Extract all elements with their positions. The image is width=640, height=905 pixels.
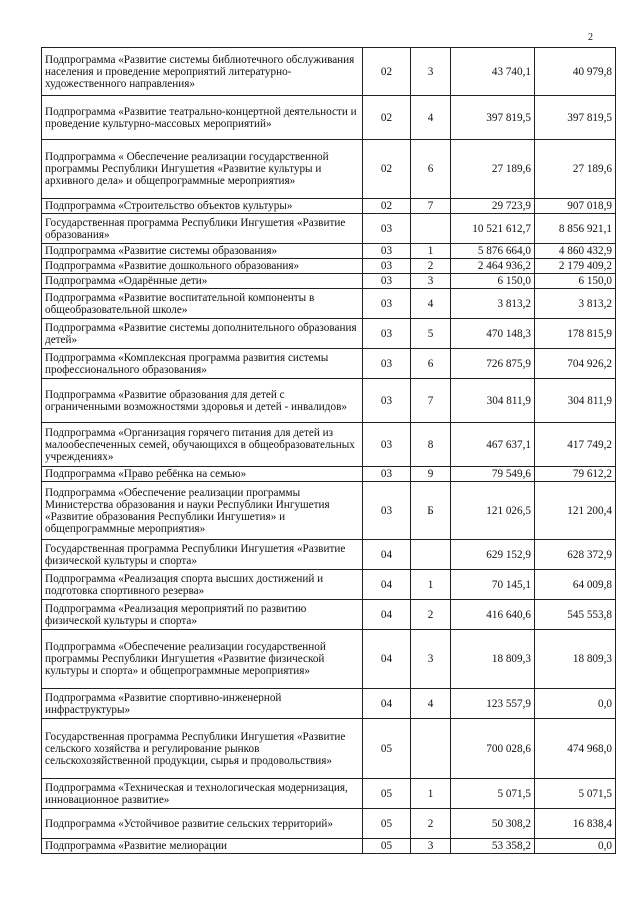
row-code: 03 <box>363 379 411 423</box>
row-subprogram: 3 <box>411 48 451 96</box>
row-code: 02 <box>363 96 411 140</box>
row-amount-1: 629 152,9 <box>451 540 535 570</box>
row-code: 02 <box>363 199 411 214</box>
row-code: 04 <box>363 689 411 719</box>
table-row <box>42 214 616 244</box>
row-amount-1: 304 811,9 <box>451 379 535 423</box>
row-amount-2: 907 018,9 <box>535 199 616 214</box>
row-amount-1: 121 026,5 <box>451 482 535 540</box>
row-name: Подпрограмма «Обеспечение реализации программы Министерства образования и науки Республики Ингушетия «Развитие образования Республики Ингушетия» и общепрограммные мероприятия» <box>42 482 363 540</box>
table-row <box>42 319 616 349</box>
row-amount-1: 416 640,6 <box>451 600 535 630</box>
row-amount-2: 6 150,0 <box>535 274 616 289</box>
row-name: Подпрограмма «Развитие воспитательной компоненты в общеобразовательной школе» <box>42 289 363 319</box>
page-number: 2 <box>588 32 593 43</box>
row-amount-2: 4 860 432,9 <box>535 244 616 259</box>
row-amount-2: 64 009,8 <box>535 570 616 600</box>
table-row <box>42 570 616 600</box>
row-code: 03 <box>363 349 411 379</box>
table-row <box>42 48 616 96</box>
row-code: 02 <box>363 140 411 199</box>
row-amount-1: 470 148,3 <box>451 319 535 349</box>
row-code: 05 <box>363 719 411 779</box>
row-name: Подпрограмма «Комплексная программа развития системы профессионального образования» <box>42 349 363 379</box>
row-amount-1: 50 308,2 <box>451 809 535 839</box>
row-amount-2: 397 819,5 <box>535 96 616 140</box>
row-amount-2: 8 856 921,1 <box>535 214 616 244</box>
row-amount-2: 474 968,0 <box>535 719 616 779</box>
row-subprogram: 2 <box>411 259 451 274</box>
table-row <box>42 540 616 570</box>
row-amount-1: 700 028,6 <box>451 719 535 779</box>
row-subprogram: 3 <box>411 630 451 689</box>
table-row <box>42 244 616 259</box>
row-code: 05 <box>363 809 411 839</box>
row-code: 03 <box>363 482 411 540</box>
table-row <box>42 467 616 482</box>
table-row <box>42 600 616 630</box>
row-code: 05 <box>363 839 411 854</box>
row-code: 03 <box>363 289 411 319</box>
table-row <box>42 379 616 423</box>
table-row <box>42 689 616 719</box>
row-subprogram <box>411 719 451 779</box>
table-row <box>42 779 616 809</box>
row-amount-1: 29 723,9 <box>451 199 535 214</box>
row-subprogram: 7 <box>411 199 451 214</box>
row-amount-2: 27 189,6 <box>535 140 616 199</box>
row-code: 03 <box>363 214 411 244</box>
row-name: Подпрограмма «Развитие мелиорации <box>42 839 363 854</box>
row-amount-2: 3 813,2 <box>535 289 616 319</box>
row-subprogram: 1 <box>411 570 451 600</box>
row-subprogram: 3 <box>411 839 451 854</box>
table-row <box>42 839 616 854</box>
row-amount-1: 6 150,0 <box>451 274 535 289</box>
row-name: Подпрограмма «Развитие театрально-концертной деятельности и проведение культурно-массовых мероприятий» <box>42 96 363 140</box>
table-row <box>42 349 616 379</box>
row-name: Подпрограмма «Строительство объектов культуры» <box>42 199 363 214</box>
row-amount-2: 417 749,2 <box>535 423 616 467</box>
table-row <box>42 274 616 289</box>
budget-table <box>41 47 616 854</box>
row-code: 05 <box>363 779 411 809</box>
table-row <box>42 96 616 140</box>
table-row <box>42 199 616 214</box>
row-subprogram: 5 <box>411 319 451 349</box>
row-amount-2: 40 979,8 <box>535 48 616 96</box>
row-amount-1: 123 557,9 <box>451 689 535 719</box>
row-subprogram: 8 <box>411 423 451 467</box>
row-subprogram: 4 <box>411 289 451 319</box>
row-amount-1: 10 521 612,7 <box>451 214 535 244</box>
row-name: Государственная программа Республики Ингушетия «Развитие физической культуры и спорта» <box>42 540 363 570</box>
row-code: 02 <box>363 48 411 96</box>
row-name: Подпрограмма «Развитие дошкольного образования» <box>42 259 363 274</box>
row-name: Подпрограмма «Реализация мероприятий по развитию физической культуры и спорта» <box>42 600 363 630</box>
row-subprogram: 6 <box>411 140 451 199</box>
row-amount-1: 43 740,1 <box>451 48 535 96</box>
table-row <box>42 289 616 319</box>
row-subprogram <box>411 214 451 244</box>
row-subprogram: 4 <box>411 96 451 140</box>
row-name: Подпрограмма «Развитие спортивно-инженерной инфраструктуры» <box>42 689 363 719</box>
row-amount-1: 27 189,6 <box>451 140 535 199</box>
row-name: Подпрограмма «Устойчивое развитие сельских территорий» <box>42 809 363 839</box>
table-row <box>42 482 616 540</box>
table-row <box>42 809 616 839</box>
row-amount-2: 0,0 <box>535 839 616 854</box>
row-code: 04 <box>363 540 411 570</box>
row-amount-1: 2 464 936,2 <box>451 259 535 274</box>
row-amount-2: 79 612,2 <box>535 467 616 482</box>
row-amount-1: 397 819,5 <box>451 96 535 140</box>
row-amount-2: 304 811,9 <box>535 379 616 423</box>
row-code: 03 <box>363 319 411 349</box>
row-amount-2: 628 372,9 <box>535 540 616 570</box>
row-name: Подпрограмма « Обеспечение реализации государственной программы Республики Ингушетия «Развитие культуры и архивного дела» и общепрограммные мероприятия» <box>42 140 363 199</box>
row-name: Подпрограмма «Техническая и технологическая модернизация, инновационное развитие» <box>42 779 363 809</box>
row-amount-1: 726 875,9 <box>451 349 535 379</box>
row-subprogram: 1 <box>411 244 451 259</box>
row-code: 03 <box>363 259 411 274</box>
row-name: Государственная программа Республики Ингушетия «Развитие образования» <box>42 214 363 244</box>
row-amount-1: 18 809,3 <box>451 630 535 689</box>
row-name: Подпрограмма «Право ребёнка на семью» <box>42 467 363 482</box>
table-row <box>42 423 616 467</box>
row-amount-2: 704 926,2 <box>535 349 616 379</box>
row-name: Подпрограмма «Развитие системы дополнительного образования детей» <box>42 319 363 349</box>
row-code: 03 <box>363 467 411 482</box>
row-amount-1: 70 145,1 <box>451 570 535 600</box>
row-code: 04 <box>363 570 411 600</box>
row-subprogram: 4 <box>411 689 451 719</box>
row-name: Государственная программа Республики Ингушетия «Развитие сельского хозяйства и регулирование рынков сельскохозяйственной продукции, сырья и продовольствия» <box>42 719 363 779</box>
row-subprogram <box>411 540 451 570</box>
row-name: Подпрограмма «Развитие образования для детей с ограниченными возможностями здоровья и детей - инвалидов» <box>42 379 363 423</box>
budget-table-body <box>42 48 616 854</box>
row-subprogram: 7 <box>411 379 451 423</box>
row-subprogram: 9 <box>411 467 451 482</box>
table-row <box>42 630 616 689</box>
table-row <box>42 719 616 779</box>
row-amount-1: 5 071,5 <box>451 779 535 809</box>
row-amount-2: 0,0 <box>535 689 616 719</box>
row-name: Подпрограмма «Развитие системы библиотечного обслуживания населения и проведение мероприятий литературно-художественного направления» <box>42 48 363 96</box>
row-amount-2: 5 071,5 <box>535 779 616 809</box>
row-code: 03 <box>363 423 411 467</box>
row-code: 04 <box>363 630 411 689</box>
row-name: Подпрограмма «Развитие системы образования» <box>42 244 363 259</box>
row-code: 03 <box>363 244 411 259</box>
table-row <box>42 259 616 274</box>
row-name: Подпрограмма «Организация горячего питания для детей из малообеспеченных семей, обучающихся в общеобразовательных учреждениях» <box>42 423 363 467</box>
row-amount-1: 467 637,1 <box>451 423 535 467</box>
row-code: 03 <box>363 274 411 289</box>
row-subprogram: 1 <box>411 779 451 809</box>
row-name: Подпрограмма «Обеспечение реализации государственной программы Республики Ингушетия «Развитие физической культуры и спорта» и общепрограммные мероприятия» <box>42 630 363 689</box>
row-amount-2: 2 179 409,2 <box>535 259 616 274</box>
row-subprogram: 6 <box>411 349 451 379</box>
row-amount-2: 121 200,4 <box>535 482 616 540</box>
row-name: Подпрограмма «Одарённые дети» <box>42 274 363 289</box>
row-subprogram: 2 <box>411 809 451 839</box>
row-amount-2: 16 838,4 <box>535 809 616 839</box>
row-amount-1: 3 813,2 <box>451 289 535 319</box>
row-code: 04 <box>363 600 411 630</box>
row-subprogram: 2 <box>411 600 451 630</box>
row-amount-2: 545 553,8 <box>535 600 616 630</box>
row-subprogram: 3 <box>411 274 451 289</box>
row-amount-2: 178 815,9 <box>535 319 616 349</box>
row-amount-1: 5 876 664,0 <box>451 244 535 259</box>
row-amount-1: 53 358,2 <box>451 839 535 854</box>
table-row <box>42 140 616 199</box>
row-amount-1: 79 549,6 <box>451 467 535 482</box>
row-subprogram: Б <box>411 482 451 540</box>
row-amount-2: 18 809,3 <box>535 630 616 689</box>
row-name: Подпрограмма «Реализация спорта высших достижений и подготовка спортивного резерва» <box>42 570 363 600</box>
